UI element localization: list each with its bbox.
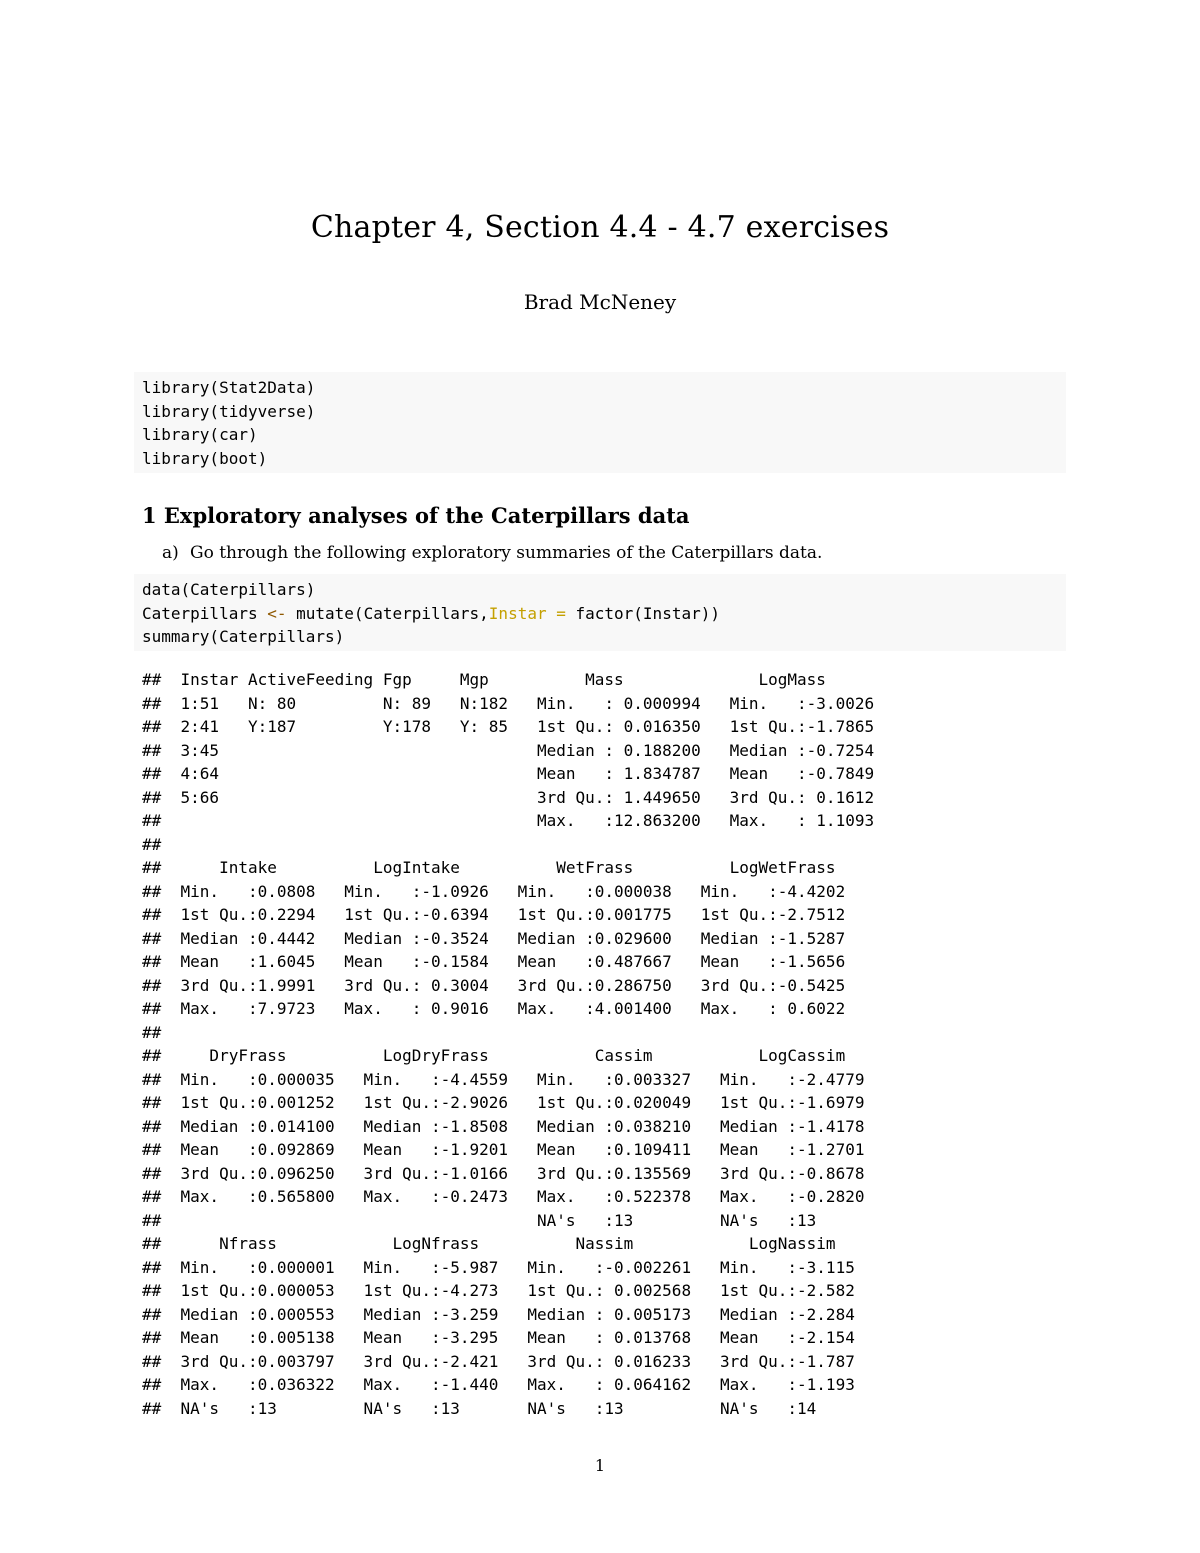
output-line: ## Nfrass LogNfrass Nassim LogNassim — [142, 1234, 836, 1253]
output-line: ## Max. :12.863200 Max. : 1.1093 — [142, 811, 875, 830]
code-token: factor(Instar)) — [565, 603, 720, 623]
output-line: ## 1st Qu.:0.000053 1st Qu.:-4.273 1st Qu.: 0.002568 1st Qu.:-2.582 — [142, 1281, 855, 1300]
output-line: ## 5:66 3rd Qu.: 1.449650 3rd Qu.: 0.1612 — [142, 787, 875, 807]
page-number: 1 — [594, 1456, 606, 1475]
output-line: ## 3rd Qu.:1.9991 3rd Qu.: 0.3004 3rd Qu.:0.286750 3rd Qu.:-0.5425 — [142, 975, 846, 995]
output-line: ## Median :0.000553 Median :-3.259 Median : 0.005173 Median :-2.284 — [142, 1304, 855, 1324]
output-line: ## NA's :13 NA's :13 NA's :13 NA's :14 — [142, 1398, 817, 1418]
output-line: ## Instar ActiveFeeding Fgp Mgp Mass LogMass — [142, 670, 826, 689]
output-line: ## 4:64 Mean : 1.834787 Mean :-0.7849 — [142, 764, 875, 783]
code-line: library(car) — [142, 425, 258, 444]
setup-code-block — [134, 372, 1066, 473]
list-marker: a) — [162, 543, 179, 563]
output-line: ## NA's :13 NA's :13 — [142, 1210, 817, 1230]
output-line: ## 1st Qu.:0.001252 1st Qu.:-2.9026 1st Qu.:0.020049 1st Qu.:-1.6979 — [142, 1093, 865, 1112]
code-line: summary(Caterpillars) — [142, 627, 345, 646]
output-line: ## Mean :0.092869 Mean :-1.9201 Mean :0.109411 Mean :-1.2701 — [142, 1140, 865, 1159]
output-line: ## 3rd Qu.:0.003797 3rd Qu.:-2.421 3rd Qu.: 0.016233 3rd Qu.:-1.787 — [142, 1351, 855, 1371]
code-line: data(Caterpillars) — [142, 580, 316, 599]
code-token: mutate(Caterpillars, — [286, 603, 489, 623]
list-item — [162, 543, 822, 563]
output-line: ## Median :0.4442 Median :-0.3524 Median :0.029600 Median :-1.5287 — [142, 928, 846, 948]
output-line: ## DryFrass LogDryFrass Cassim LogCassim — [142, 1046, 846, 1065]
summary-output — [142, 668, 1062, 1420]
code-token: Caterpillars — [142, 603, 268, 623]
output-line: ## — [142, 834, 162, 854]
output-line: ## Max. :7.9723 Max. : 0.9016 Max. :4.001400 Max. : 0.6022 — [142, 999, 846, 1018]
output-line: ## Max. :0.565800 Max. :-0.2473 Max. :0.522378 Max. :-0.2820 — [142, 1187, 865, 1206]
output-line: ## 1st Qu.:0.2294 1st Qu.:-0.6394 1st Qu.:0.001775 1st Qu.:-2.7512 — [142, 905, 846, 924]
assign-operator: <- — [267, 603, 287, 623]
output-line: ## Intake LogIntake WetFrass LogWetFrass — [142, 858, 836, 877]
output-line: ## Mean :1.6045 Mean :-0.1584 Mean :0.487667 Mean :-1.5656 — [142, 952, 846, 971]
output-line: ## 2:41 Y:187 Y:178 Y: 85 1st Qu.: 0.016350 1st Qu.:-1.7865 — [142, 717, 875, 736]
output-line: ## — [142, 1022, 162, 1042]
page-title: Chapter 4, Section 4.4 - 4.7 exercises — [310, 210, 890, 245]
output-line: ## 3:45 Median : 0.188200 Median :-0.7254 — [142, 740, 875, 760]
list-item-text: Go through the following exploratory summaries of the Caterpillars data. — [190, 543, 823, 563]
output-line: ## Max. :0.036322 Max. :-1.440 Max. : 0.064162 Max. :-1.193 — [142, 1375, 855, 1394]
output-line: ## Mean :0.005138 Mean :-3.295 Mean : 0.013768 Mean :-2.154 — [142, 1328, 855, 1347]
code-line: library(boot) — [142, 448, 268, 468]
code-line — [142, 602, 1058, 626]
code-line: library(tidyverse) — [142, 401, 316, 421]
output-line: ## Min. :0.000035 Min. :-4.4559 Min. :0.003327 Min. :-2.4779 — [142, 1069, 865, 1089]
output-line: ## 1:51 N: 80 N: 89 N:182 Min. : 0.000994 Min. :-3.0026 — [142, 693, 875, 713]
output-line: ## Median :0.014100 Median :-1.8508 Median :0.038210 Median :-1.4178 — [142, 1116, 865, 1136]
summary-code-block — [134, 574, 1066, 651]
output-line: ## Min. :0.0808 Min. :-1.0926 Min. :0.000038 Min. :-4.4202 — [142, 881, 846, 901]
output-line: ## 3rd Qu.:0.096250 3rd Qu.:-1.0166 3rd Qu.:0.135569 3rd Qu.:-0.8678 — [142, 1163, 865, 1183]
output-line: ## Min. :0.000001 Min. :-5.987 Min. :-0.002261 Min. :-3.115 — [142, 1257, 855, 1277]
author: Brad McNeney — [523, 290, 677, 314]
argument-name: Instar = — [488, 603, 566, 623]
section-heading: 1 Exploratory analyses of the Caterpillars data — [142, 503, 690, 528]
code-line: library(Stat2Data) — [142, 378, 316, 397]
